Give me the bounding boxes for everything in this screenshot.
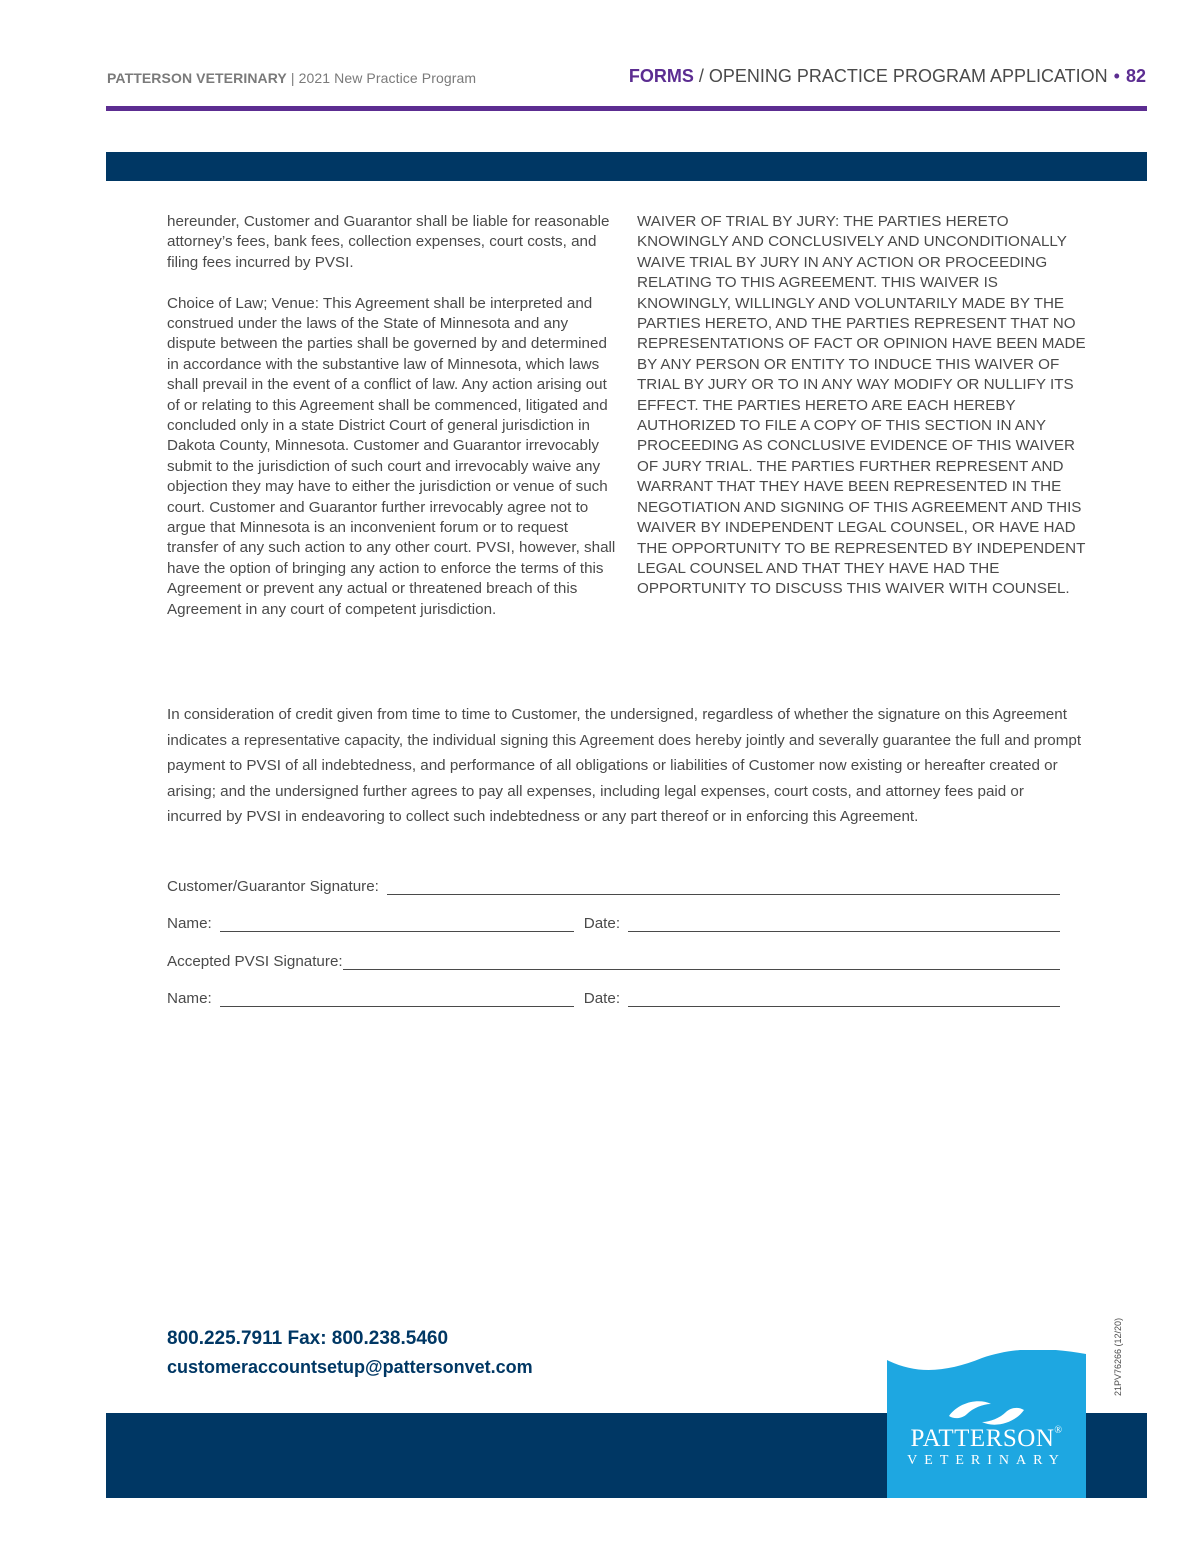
contact-block: [167, 1326, 533, 1382]
header-section: FORMS: [628, 66, 694, 86]
left-paragraph-2: Choice of Law; Venue: This Agreement shall be interpreted and construed under the laws of the State of Minnesota and any dispute between the parties shall be governed by and determined in accordance with the substantive law of Minnesota, which laws shall prevail in the event of a conflict of law. Any action arising out of or relating to this Agreement shall be commenced, litigated and concluded only in a state District Court of general jurisdiction in Dakota County, Minnesota. Customer and Guarantor irrevocably submit to the jurisdiction of such court and irrevocably waive any objection they may have to either the jurisdiction or venue of such court. Customer and Guarantor further irrevocably agree not to argue that Minnesota is an inconvenient forum or to request transfer of any such action to any other court. PVSI, however, shall have the option of bringing any action to enforce the terms of this Agreement or prevent any actual or threatened breach of this Agreement in any court of competent jurisdiction.: [167, 294, 616, 618]
name-field-1[interactable]: [220, 917, 574, 932]
left-column: [167, 212, 617, 641]
logo-name-text: PATTERSON: [910, 1425, 1055, 1452]
header-rule: [106, 106, 1147, 111]
phone-fax: 800.225.7911 Fax: 800.238.5460: [167, 1328, 449, 1349]
header-right: [629, 66, 1146, 87]
pvsi-signature-row: [167, 950, 1060, 970]
patterson-logo: [887, 1350, 1086, 1498]
page-number: 82: [1125, 66, 1146, 86]
logo-wordmark: [887, 1425, 1086, 1453]
customer-signature-label: Customer/Guarantor Signature:: [167, 878, 379, 895]
name-label-2: Name:: [167, 990, 212, 1007]
guarantee-paragraph: In consideration of credit given from time to time to Customer, the undersigned, regardless of whether the signature on this Agreement indicates a representative capacity, the individual signing this Agreement does hereby jointly and severally guarantee the full and prompt payment to PVSI of all indebtedness, and performance of all obligations or liabilities of Customer now existing or hereafter created or arising; and the undersigned further agrees to pay all expenses, including legal expenses, court costs, and attorney fees paid or incurred by PVSI in endeavoring to collect such indebtedness or any part thereof or in enforcing this Agreement.: [167, 706, 1082, 825]
header-brand: PATTERSON VETERINARY: [107, 70, 287, 86]
header-program: 2021 New Practice Program: [298, 70, 477, 86]
name-field-2[interactable]: [220, 992, 574, 1007]
registered-mark: ®: [1054, 1425, 1063, 1436]
pvsi-signature-field[interactable]: [343, 955, 1060, 970]
section-bar: [106, 152, 1147, 181]
name-date-row-1: [167, 912, 1060, 932]
logo-subtitle: VETERINARY: [907, 1453, 1066, 1468]
name-date-row-2: [167, 987, 1060, 1007]
pvsi-signature-label: Accepted PVSI Signature:: [167, 953, 343, 970]
jury-waiver-paragraph: WAIVER OF TRIAL BY JURY: THE PARTIES HERETO KNOWINGLY AND CONCLUSIVELY AND UNCONDITIONALLY WAIVE TRIAL BY JURY IN ANY ACTION OR PROCEEDING RELATING TO THIS AGREEMENT. THIS WAIVER IS KNOWINGLY, WILLINGLY AND VOLUNTARILY MADE BY THE PARTIES HERETO, AND THE PARTIES REPRESENT THAT NO REPRESENTATIONS OF FACT OR OPINION HAVE BEEN MADE BY ANY PERSON OR ENTITY TO INDUCE THIS WAIVER OF TRIAL BY JURY OR TO IN ANY WAY MODIFY OR NULLIFY ITS EFFECT. THE PARTIES HERETO ARE EACH HEREBY AUTHORIZED TO FILE A COPY OF THIS SECTION IN ANY PROCEEDING AS CONCLUSIVE EVIDENCE OF THIS WAIVER OF JURY TRIAL. THE PARTIES FURTHER REPRESENT AND WARRANT THAT THEY HAVE BEEN REPRESENTED IN THE NEGOTIATION AND SIGNING OF THIS AGREEMENT AND THIS WAIVER BY INDEPENDENT LEGAL COUNSEL, OR HAVE HAD THE OPPORTUNITY TO BE REPRESENTED BY INDEPENDENT LEGAL COUNSEL AND THAT THEY HAVE HAD THE OPPORTUNITY TO DISCUSS THIS WAIVER WITH COUNSEL.: [637, 213, 1086, 598]
document-code: 21PV76266 (12/20): [1113, 1317, 1123, 1396]
date-field-1[interactable]: [628, 917, 1060, 932]
date-field-2[interactable]: [628, 992, 1060, 1007]
name-label-1: Name:: [167, 915, 212, 932]
logo-background: [887, 1350, 1086, 1498]
contact-email[interactable]: customeraccountsetup@pattersonvet.com: [167, 1357, 533, 1377]
right-column: [637, 212, 1092, 620]
date-label-2: Date:: [583, 990, 621, 1007]
customer-signature-row: [167, 875, 1060, 895]
header-title: / OPENING PRACTICE PROGRAM APPLICATION: [693, 66, 1108, 86]
header-separator: |: [286, 70, 299, 86]
customer-signature-field[interactable]: [387, 880, 1060, 895]
header-bullet: •: [1113, 66, 1120, 86]
left-paragraph-1: hereunder, Customer and Guarantor shall be liable for reasonable attorney’s fees, bank fees, collection expenses, court costs, and filing fees incurred by PVSI.: [167, 213, 610, 271]
date-label-1: Date:: [583, 915, 621, 932]
header-left: [107, 70, 476, 86]
